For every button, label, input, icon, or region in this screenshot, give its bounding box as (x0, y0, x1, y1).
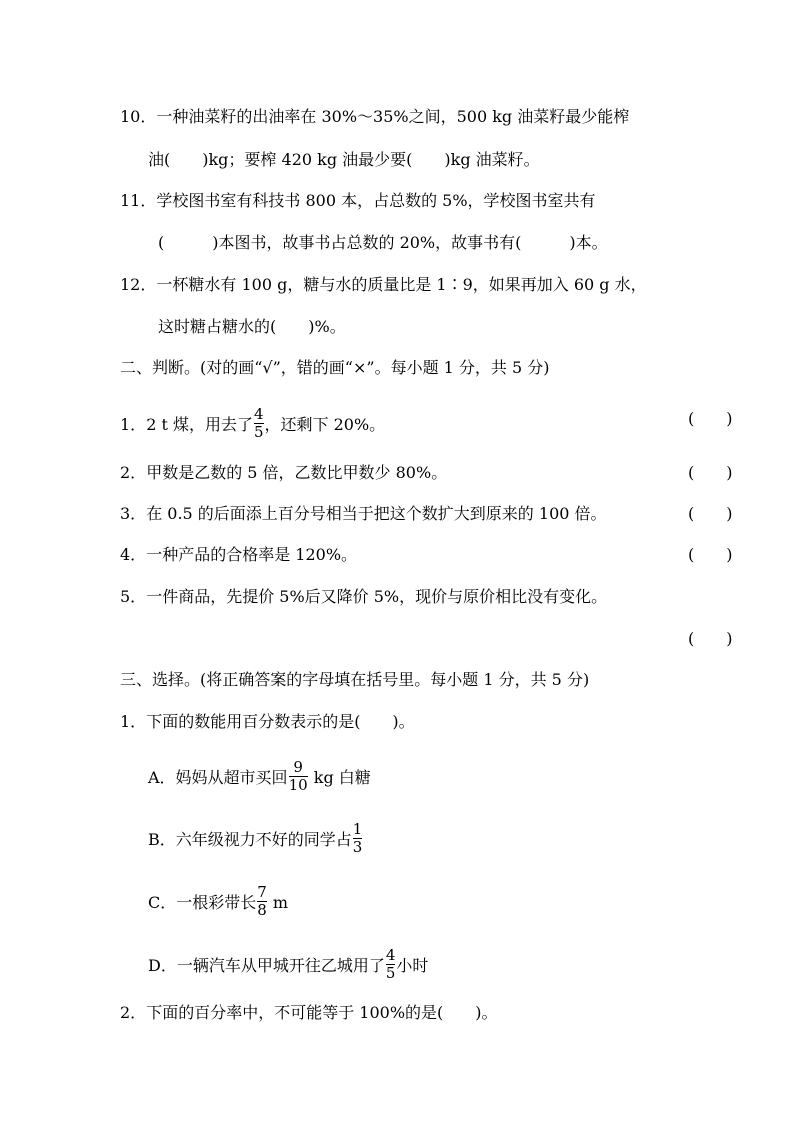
option-label: A．妈妈从超市买回 (148, 768, 288, 787)
item-text: 下面的百分率中，不可能等于 100%的是( )。 (146, 1003, 498, 1022)
item-text-before: 2 t 煤，用去了 (146, 415, 253, 434)
judge-item-1 (120, 405, 386, 443)
fill-item-10-line1 (120, 106, 629, 128)
answer-paren[interactable]: ( ) (688, 409, 733, 428)
item-text: 下面的数能用百分数表示的是( )。 (146, 712, 415, 731)
judge-item-3 (120, 503, 607, 525)
item-number: 3． (120, 504, 147, 523)
item-text: 一件商品，先提价 5%后又降价 5%，现价与原价相比没有变化。 (146, 587, 608, 606)
item-text: 在 0.5 的后面添上百分号相当于把这个数扩大到原来的 100 倍。 (146, 504, 607, 523)
item-number: 11． (120, 191, 157, 210)
choice-q1-option-d[interactable] (148, 946, 429, 984)
item-text: 油( )kg；要榨 420 kg 油最少要( )kg 油菜籽。 (148, 150, 540, 169)
item-number: 1． (120, 712, 147, 731)
item-text: 这时糖占糖水的( )%。 (158, 317, 346, 336)
item-text: 一杯糖水有 100 g，糖与水的质量比是 1∶9，如果再加入 60 g 水， (156, 275, 647, 294)
fill-item-11-line2 (158, 232, 608, 254)
fraction: $\frac{4}{5}$ (253, 405, 264, 441)
choice-q1-option-a[interactable] (148, 758, 371, 796)
option-after: kg 白糖 (308, 768, 371, 787)
item-text: 一种油菜籽的出油率在 30%～35%之间，500 kg 油菜籽最少能榨 (156, 107, 630, 126)
item-text: ( )本图书，故事书占总数的 20%，故事书有( )本。 (158, 233, 608, 252)
choice-heading: 三、选择。(将正确答案的字母填在括号里。每小题 1 分，共 5 分) (120, 670, 590, 689)
item-number: 12． (120, 275, 157, 294)
fraction: $\frac{7}{8}$ (257, 883, 267, 919)
choice-q1 (120, 711, 415, 733)
answer-paren[interactable]: ( ) (688, 463, 733, 482)
item-number: 5． (120, 587, 147, 606)
fill-item-12-line2 (158, 316, 346, 338)
fraction: $\frac{1}{3}$ (352, 820, 363, 856)
judge-item-4 (120, 544, 357, 566)
answer-paren[interactable]: ( ) (688, 545, 733, 564)
option-label: B．六年级视力不好的同学占 (148, 830, 352, 849)
item-text: 一种产品的合格率是 120%。 (146, 545, 358, 564)
answer-paren[interactable]: ( ) (688, 629, 733, 648)
fill-item-10-line2 (148, 149, 540, 171)
fill-item-11-line1 (120, 190, 596, 212)
item-number: 2． (120, 463, 147, 482)
fraction: $\frac{9}{10}$ (288, 758, 308, 794)
judge-heading: 二、判断。(对的画“√”，错的画“×”。每小题 1 分，共 5 分) (120, 358, 550, 377)
item-number: 10． (120, 107, 157, 126)
option-after: m (267, 893, 289, 912)
option-after: 小时 (396, 956, 429, 975)
judge-item-5 (120, 586, 607, 608)
item-number: 2． (120, 1003, 147, 1022)
item-text: 学校图书室有科技书 800 本，占总数的 5%，学校图书室共有 (156, 191, 596, 210)
choice-q2 (120, 1002, 498, 1024)
option-label: C．一根彩带长 (148, 893, 257, 912)
choice-q1-option-b[interactable] (148, 820, 363, 858)
fraction: $\frac{4}{5}$ (385, 946, 396, 982)
item-number: 4． (120, 545, 147, 564)
judge-item-2 (120, 462, 447, 484)
item-text-after: ，还剩下 20%。 (264, 415, 386, 434)
answer-paren[interactable]: ( ) (688, 504, 733, 523)
fill-item-12-line1 (120, 274, 647, 296)
item-number: 1． (120, 415, 147, 434)
choice-q1-option-c[interactable] (148, 883, 289, 921)
item-text: 甲数是乙数的 5 倍，乙数比甲数少 80%。 (146, 463, 448, 482)
option-label: D．一辆汽车从甲城开往乙城用了 (148, 956, 385, 975)
